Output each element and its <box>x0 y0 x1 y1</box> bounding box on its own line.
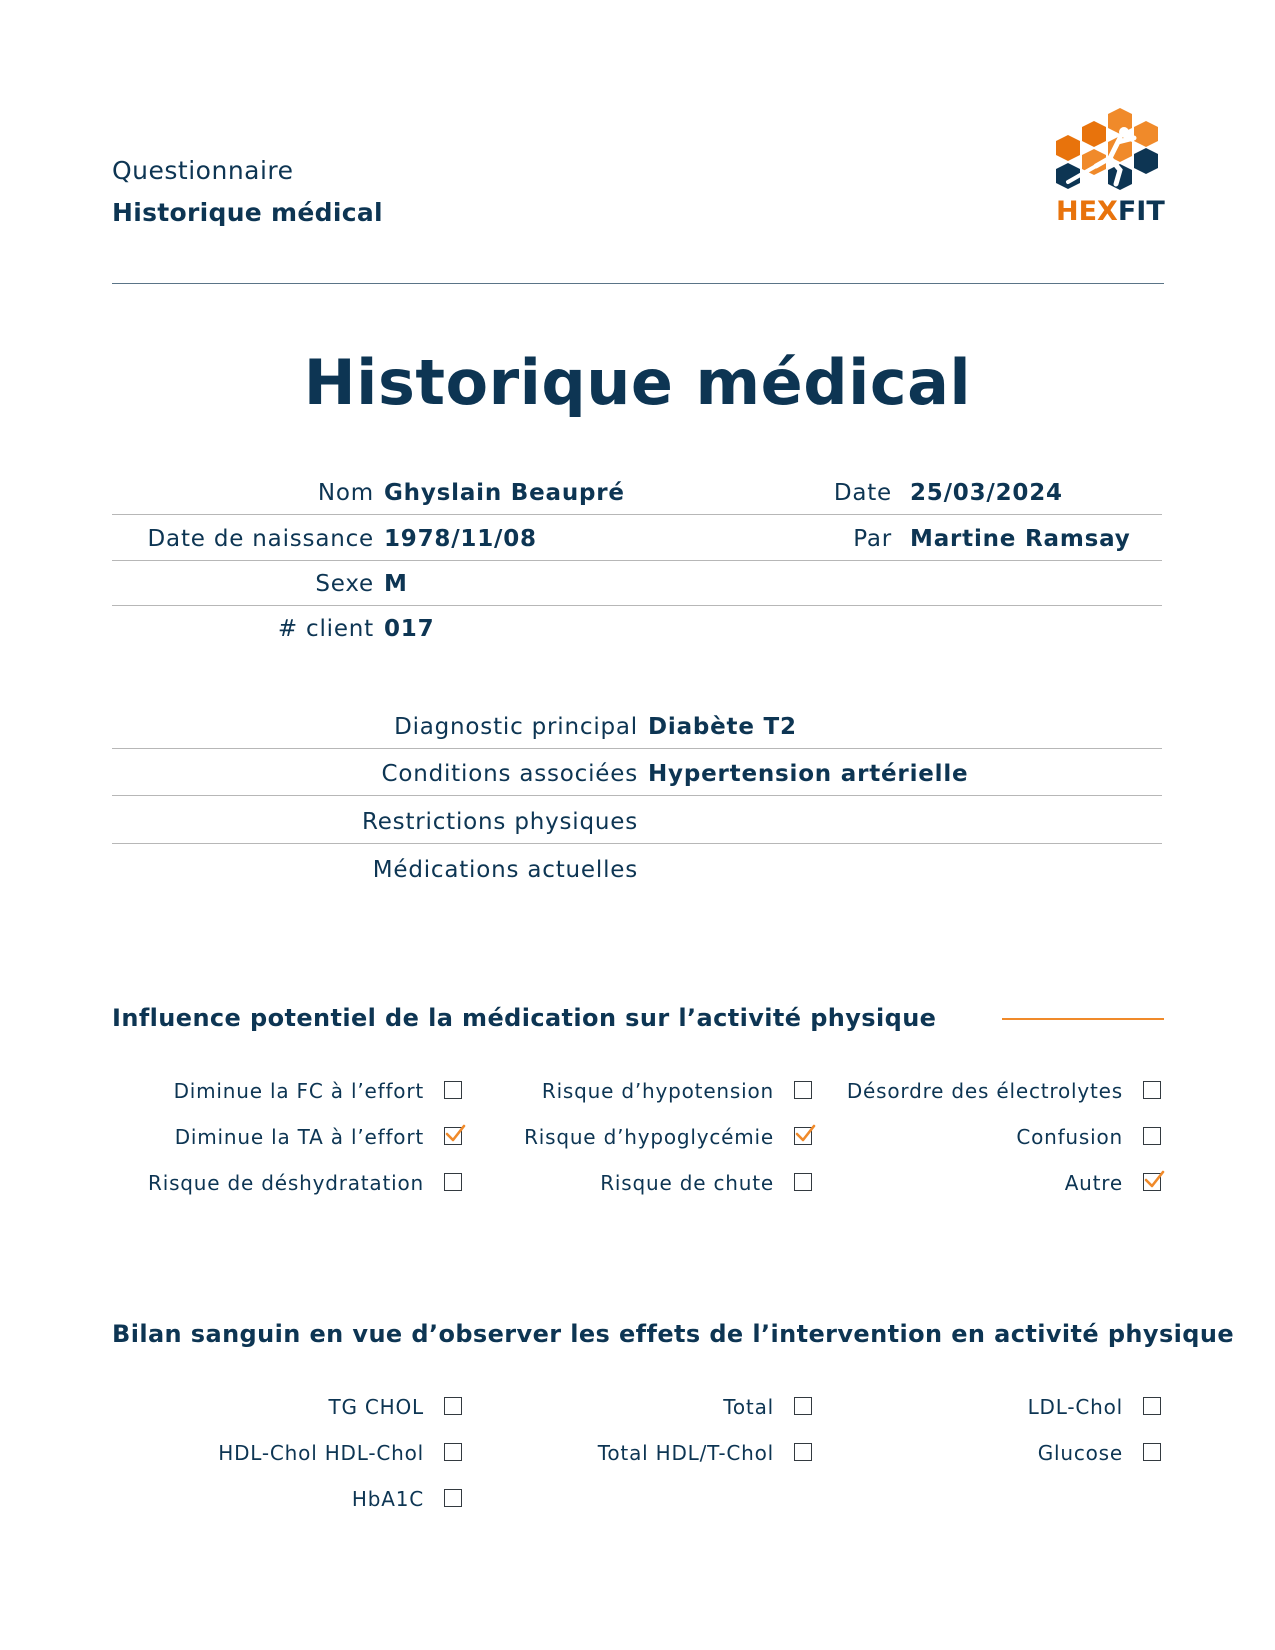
medications-label: Médications actuelles <box>372 857 638 883</box>
diagnostic-label: Diagnostic principal <box>394 714 638 740</box>
row-client <box>112 606 1162 650</box>
row-medications <box>112 847 1162 891</box>
influence-item-label: Désordre des électrolytes <box>846 1079 1123 1103</box>
bilan-item-label: TG CHOL <box>328 1395 424 1419</box>
diagnostic-value: Diabète T2 <box>648 714 797 740</box>
checkbox[interactable] <box>444 1489 462 1507</box>
header-doc-name: Historique médical <box>112 198 383 227</box>
client-value: 017 <box>384 616 435 642</box>
row-naissance-par <box>112 516 1162 561</box>
checkbox[interactable] <box>1143 1443 1161 1461</box>
naissance-label: Date de naissance <box>147 526 374 552</box>
nom-label: Nom <box>317 480 374 506</box>
influence-item <box>801 1122 1161 1152</box>
influence-item-label: Risque d’hypotension <box>541 1079 774 1103</box>
bilan-item-label: Total <box>723 1395 774 1419</box>
influence-item <box>102 1122 462 1152</box>
influence-item-label: Risque de déshydratation <box>148 1171 424 1195</box>
influence-item-label: Diminue la FC à l’effort <box>173 1079 424 1103</box>
checkbox[interactable] <box>1143 1081 1161 1099</box>
bilan-item <box>801 1438 1161 1468</box>
influence-item-label: Risque de chute <box>600 1171 774 1195</box>
influence-item-label: Risque d’hypoglycémie <box>524 1125 774 1149</box>
client-label: # client <box>277 616 374 642</box>
bilan-item-label: LDL-Chol <box>1027 1395 1123 1419</box>
bilan-item <box>452 1438 812 1468</box>
date-value: 25/03/2024 <box>910 480 1063 506</box>
par-label: Par <box>853 526 892 552</box>
row-sexe <box>112 561 1162 606</box>
influence-section-title: Influence potentiel de la médication sur l’activité physique <box>112 1004 937 1032</box>
influence-item <box>102 1168 462 1198</box>
nom-value: Ghyslain Beaupré <box>384 480 625 506</box>
row-conditions <box>112 751 1162 796</box>
sexe-value: M <box>384 571 408 597</box>
row-nom-date <box>112 470 1162 515</box>
logo-text-hex: HEX <box>1056 196 1118 227</box>
header-divider <box>112 283 1164 284</box>
conditions-value: Hypertension artérielle <box>648 761 969 787</box>
row-restrictions <box>112 799 1162 844</box>
conditions-label: Conditions associées <box>381 761 638 787</box>
influence-item-label: Autre <box>1064 1171 1123 1195</box>
row-diagnostic <box>112 704 1162 749</box>
hexfit-logo <box>1050 108 1180 228</box>
section-accent-line <box>1002 1018 1164 1020</box>
checkbox-checked[interactable] <box>1143 1173 1161 1191</box>
bilan-item-label: HDL-Chol HDL-Chol <box>218 1441 424 1465</box>
checkbox[interactable] <box>1143 1397 1161 1415</box>
influence-item <box>452 1168 812 1198</box>
checkmark-icon <box>1142 1168 1166 1192</box>
influence-item <box>452 1122 812 1152</box>
influence-item-label: Diminue la TA à l’effort <box>174 1125 424 1149</box>
date-label: Date <box>833 480 892 506</box>
restrictions-label: Restrictions physiques <box>361 809 638 835</box>
influence-item <box>801 1168 1161 1198</box>
par-value: Martine Ramsay <box>910 526 1131 552</box>
bilan-item <box>452 1392 812 1422</box>
bilan-section-title: Bilan sanguin en vue d’observer les effets de l’intervention en activité physique <box>112 1320 1235 1348</box>
influence-item <box>801 1076 1161 1106</box>
page-title: Historique médical <box>303 346 972 419</box>
sexe-label: Sexe <box>315 571 374 597</box>
header-subtitle: Questionnaire <box>112 156 294 185</box>
influence-item-label: Confusion <box>1016 1125 1123 1149</box>
checkbox[interactable] <box>1143 1127 1161 1145</box>
bilan-item-label: Total HDL/T-Chol <box>597 1441 774 1465</box>
bilan-item-label: HbA1C <box>351 1487 424 1511</box>
bilan-item-label: Glucose <box>1037 1441 1123 1465</box>
influence-item <box>102 1076 462 1106</box>
bilan-item <box>102 1438 462 1468</box>
naissance-value: 1978/11/08 <box>384 526 537 552</box>
bilan-item <box>801 1392 1161 1422</box>
logo-text-fit: FIT <box>1117 196 1165 227</box>
bilan-item <box>102 1392 462 1422</box>
bilan-item <box>102 1484 462 1514</box>
influence-item <box>452 1076 812 1106</box>
